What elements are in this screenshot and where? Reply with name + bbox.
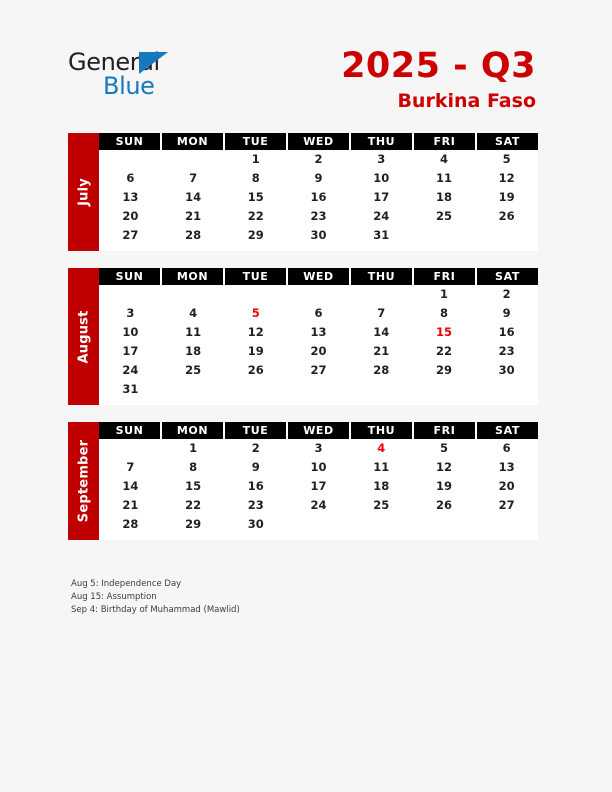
day-cell[interactable]: 13 xyxy=(122,190,139,204)
day-cell[interactable]: 18 xyxy=(185,344,202,358)
weekday-header-wed: WED xyxy=(288,422,351,439)
day-cell[interactable]: 16 xyxy=(247,479,264,493)
week-row xyxy=(99,477,538,496)
day-cell[interactable]: 25 xyxy=(435,209,452,223)
weekday-header-wed: WED xyxy=(288,133,351,150)
day-cell[interactable]: 17 xyxy=(122,344,139,358)
day-cell[interactable]: 10 xyxy=(373,171,390,185)
weekday-header-row xyxy=(99,268,538,285)
weekday-header-thu: THU xyxy=(351,268,414,285)
day-cell-empty xyxy=(413,226,476,245)
month-grid xyxy=(99,422,538,540)
weekday-header-sat: SAT xyxy=(477,268,538,285)
day-cell[interactable]: 4 xyxy=(189,306,198,320)
weekday-header-fri: FRI xyxy=(414,133,477,150)
day-cell[interactable]: 20 xyxy=(122,209,139,223)
day-cell-empty xyxy=(413,380,476,399)
day-cell[interactable]: 7 xyxy=(377,306,386,320)
day-cell[interactable]: 28 xyxy=(373,363,390,377)
weekday-header-mon: MON xyxy=(162,422,225,439)
day-cell[interactable]: 6 xyxy=(126,171,135,185)
weekday-header-row xyxy=(99,422,538,439)
month-name-label: July xyxy=(76,178,91,206)
day-cell[interactable]: 29 xyxy=(435,363,452,377)
month-block xyxy=(68,268,538,405)
day-cell[interactable]: 17 xyxy=(310,479,327,493)
day-cell-empty xyxy=(224,285,287,304)
weekday-header-tue: TUE xyxy=(225,133,288,150)
week-row xyxy=(99,285,538,304)
day-cell[interactable]: 9 xyxy=(502,306,511,320)
month-block xyxy=(68,422,538,540)
day-cell-empty xyxy=(162,285,225,304)
holiday-notes xyxy=(71,578,471,617)
grid-bottom-padding xyxy=(99,245,538,251)
month-grid xyxy=(99,268,538,405)
day-cell-empty xyxy=(287,380,350,399)
month-grid xyxy=(99,133,538,251)
day-cell[interactable]: 15 xyxy=(185,479,202,493)
month-name-tab xyxy=(68,268,99,405)
month-name-label: September xyxy=(76,439,91,523)
day-cell[interactable]: 7 xyxy=(189,171,198,185)
weekday-header-sun: SUN xyxy=(99,133,162,150)
day-cell[interactable]: 11 xyxy=(435,171,452,185)
day-cell[interactable]: 9 xyxy=(251,460,260,474)
day-cell[interactable]: 24 xyxy=(373,209,390,223)
day-cell[interactable]: 4 xyxy=(377,441,386,455)
month-name-tab xyxy=(68,133,99,251)
day-cell[interactable]: 23 xyxy=(310,209,327,223)
day-cell[interactable]: 13 xyxy=(498,460,515,474)
weekday-header-wed: WED xyxy=(288,268,351,285)
day-cell[interactable]: 16 xyxy=(310,190,327,204)
weekday-header-fri: FRI xyxy=(414,268,477,285)
week-row xyxy=(99,380,538,399)
day-cell[interactable]: 17 xyxy=(373,190,390,204)
day-cell[interactable]: 6 xyxy=(314,306,323,320)
day-cell[interactable]: 2 xyxy=(502,287,511,301)
weekday-header-sun: SUN xyxy=(99,268,162,285)
day-cell[interactable]: 16 xyxy=(498,325,515,339)
day-cell[interactable]: 18 xyxy=(373,479,390,493)
calendar-months xyxy=(68,133,538,557)
day-cell[interactable]: 21 xyxy=(122,498,139,512)
day-cell[interactable]: 21 xyxy=(185,209,202,223)
day-cell[interactable]: 5 xyxy=(502,152,511,166)
day-cell[interactable]: 12 xyxy=(435,460,452,474)
week-row xyxy=(99,304,538,323)
day-cell-empty xyxy=(475,515,538,534)
day-cell[interactable]: 27 xyxy=(310,363,327,377)
month-name-tab xyxy=(68,422,99,540)
day-cell[interactable]: 1 xyxy=(251,152,260,166)
week-row xyxy=(99,458,538,477)
day-cell[interactable]: 30 xyxy=(247,517,264,531)
week-row xyxy=(99,342,538,361)
weekday-header-thu: THU xyxy=(351,133,414,150)
day-cell[interactable]: 28 xyxy=(185,228,202,242)
day-cell[interactable]: 22 xyxy=(435,344,452,358)
weekday-header-tue: TUE xyxy=(225,422,288,439)
day-cell-empty xyxy=(475,380,538,399)
page-header xyxy=(0,0,612,125)
day-cell-empty xyxy=(413,515,476,534)
day-cell-empty xyxy=(287,285,350,304)
day-cell[interactable]: 24 xyxy=(310,498,327,512)
weekday-header-sat: SAT xyxy=(477,133,538,150)
day-cell[interactable]: 14 xyxy=(373,325,390,339)
day-cell[interactable]: 24 xyxy=(122,363,139,377)
week-row xyxy=(99,323,538,342)
day-cell[interactable]: 15 xyxy=(247,190,264,204)
day-cell-empty xyxy=(475,226,538,245)
day-cell[interactable]: 11 xyxy=(373,460,390,474)
day-cell[interactable]: 12 xyxy=(498,171,515,185)
day-cell[interactable]: 2 xyxy=(251,441,260,455)
day-cell-empty xyxy=(350,515,413,534)
day-cell[interactable]: 22 xyxy=(185,498,202,512)
day-cell-empty xyxy=(350,380,413,399)
day-cell[interactable]: 30 xyxy=(498,363,515,377)
day-cell[interactable]: 29 xyxy=(185,517,202,531)
day-cell[interactable]: 19 xyxy=(498,190,515,204)
day-cell[interactable]: 21 xyxy=(373,344,390,358)
day-cell-empty xyxy=(162,380,225,399)
day-cell[interactable]: 29 xyxy=(247,228,264,242)
day-cell-empty xyxy=(99,439,162,458)
day-cell[interactable]: 3 xyxy=(377,152,386,166)
day-cell[interactable]: 14 xyxy=(185,190,202,204)
holiday-note-line: Aug 15: Assumption xyxy=(71,592,157,602)
day-cell[interactable]: 23 xyxy=(498,344,515,358)
grid-bottom-padding xyxy=(99,534,538,540)
week-row xyxy=(99,496,538,515)
day-cell[interactable]: 8 xyxy=(189,460,198,474)
weekday-header-fri: FRI xyxy=(414,422,477,439)
day-cell[interactable]: 20 xyxy=(310,344,327,358)
month-name-label: August xyxy=(76,309,91,364)
week-row xyxy=(99,169,538,188)
week-row xyxy=(99,207,538,226)
day-cell[interactable]: 9 xyxy=(314,171,323,185)
day-cell[interactable]: 14 xyxy=(122,479,139,493)
grid-bottom-padding xyxy=(99,399,538,405)
day-cell[interactable]: 8 xyxy=(251,171,260,185)
day-cell[interactable]: 25 xyxy=(373,498,390,512)
weekday-header-mon: MON xyxy=(162,268,225,285)
day-cell[interactable]: 11 xyxy=(185,325,202,339)
logo-text-general: General xyxy=(68,48,160,76)
day-cell[interactable]: 26 xyxy=(498,209,515,223)
week-row xyxy=(99,188,538,207)
day-cell[interactable]: 26 xyxy=(247,363,264,377)
day-cell[interactable]: 7 xyxy=(126,460,135,474)
day-cell[interactable]: 18 xyxy=(435,190,452,204)
day-cell[interactable]: 23 xyxy=(247,498,264,512)
day-cell[interactable]: 27 xyxy=(498,498,515,512)
day-cell[interactable]: 19 xyxy=(247,344,264,358)
day-cell[interactable]: 1 xyxy=(439,287,448,301)
week-row xyxy=(99,439,538,458)
day-cell[interactable]: 30 xyxy=(310,228,327,242)
holiday-note-line: Aug 5: Independence Day xyxy=(71,579,182,589)
day-cell[interactable]: 10 xyxy=(122,325,139,339)
week-row xyxy=(99,226,538,245)
day-cell-empty xyxy=(162,150,225,169)
day-cell[interactable]: 6 xyxy=(502,441,511,455)
day-cell-empty xyxy=(99,285,162,304)
page-subtitle: Burkina Faso xyxy=(397,90,536,112)
page-title: 2025 - Q3 xyxy=(341,46,536,86)
weekday-header-mon: MON xyxy=(162,133,225,150)
day-cell[interactable]: 3 xyxy=(126,306,135,320)
day-cell[interactable]: 27 xyxy=(122,228,139,242)
week-row xyxy=(99,515,538,534)
day-cell[interactable]: 8 xyxy=(439,306,448,320)
day-cell[interactable]: 19 xyxy=(435,479,452,493)
day-cell[interactable]: 22 xyxy=(247,209,264,223)
day-cell[interactable]: 5 xyxy=(439,441,448,455)
day-cell[interactable]: 2 xyxy=(314,152,323,166)
day-cell[interactable]: 26 xyxy=(435,498,452,512)
weekday-header-tue: TUE xyxy=(225,268,288,285)
title-block xyxy=(341,46,536,114)
weekday-header-row xyxy=(99,133,538,150)
day-cell[interactable]: 10 xyxy=(310,460,327,474)
weekday-header-sun: SUN xyxy=(99,422,162,439)
triangle-icon xyxy=(139,52,168,74)
day-cell[interactable]: 20 xyxy=(498,479,515,493)
day-cell[interactable]: 31 xyxy=(373,228,390,242)
day-cell-empty xyxy=(287,515,350,534)
week-row xyxy=(99,150,538,169)
day-cell-empty xyxy=(99,150,162,169)
day-cell[interactable]: 15 xyxy=(435,325,452,339)
weekday-header-sat: SAT xyxy=(477,422,538,439)
day-cell[interactable]: 31 xyxy=(122,382,139,396)
day-cell[interactable]: 25 xyxy=(185,363,202,377)
day-cell[interactable]: 3 xyxy=(314,441,323,455)
day-cell[interactable]: 28 xyxy=(122,517,139,531)
day-cell[interactable]: 12 xyxy=(247,325,264,339)
general-blue-logo[interactable] xyxy=(68,48,248,104)
month-block xyxy=(68,133,538,251)
weekday-header-thu: THU xyxy=(351,422,414,439)
day-cell-empty xyxy=(224,380,287,399)
day-cell[interactable]: 5 xyxy=(251,306,260,320)
day-cell[interactable]: 1 xyxy=(189,441,198,455)
day-cell[interactable]: 4 xyxy=(439,152,448,166)
day-cell[interactable]: 13 xyxy=(310,325,327,339)
logo-text-blue: Blue xyxy=(103,72,155,100)
holiday-note-line: Sep 4: Birthday of Muhammad (Mawlid) xyxy=(71,605,240,615)
day-cell-empty xyxy=(350,285,413,304)
week-row xyxy=(99,361,538,380)
